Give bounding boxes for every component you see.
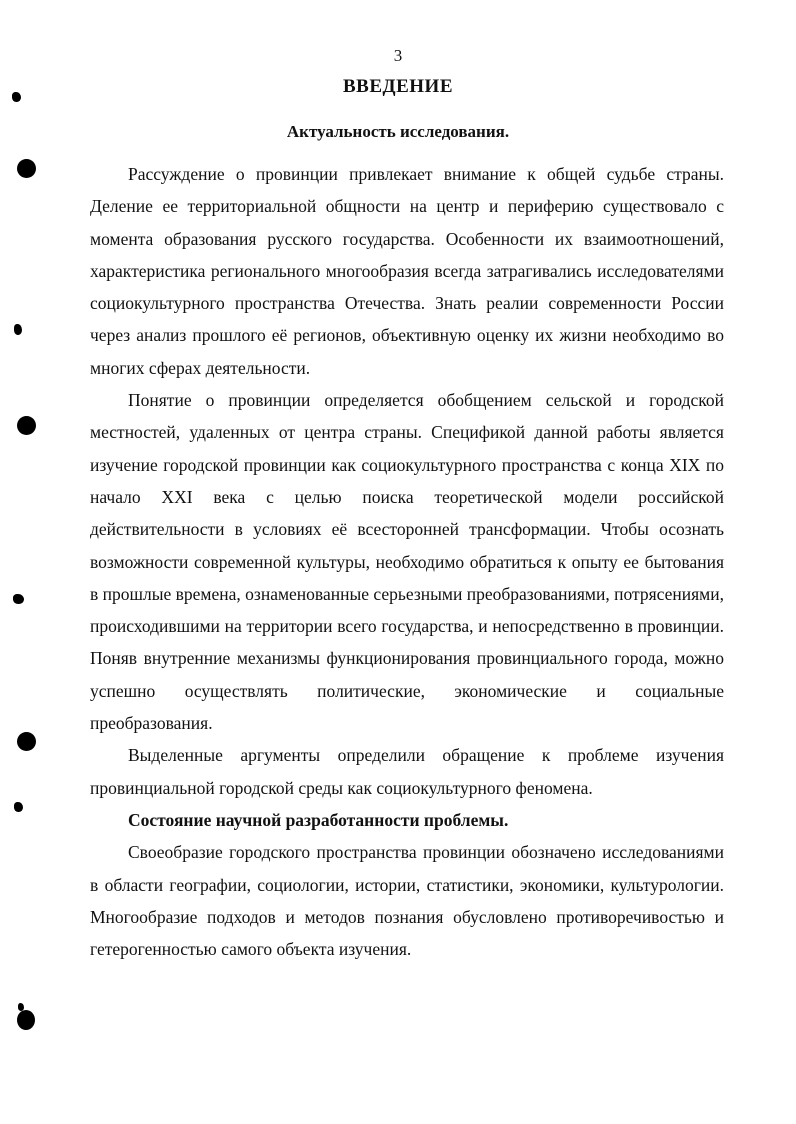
page-number: 3: [393, 46, 403, 65]
punch-hole: [17, 416, 36, 435]
punch-hole: [17, 732, 36, 751]
scan-mark: [14, 324, 22, 335]
body-text: [90, 158, 724, 965]
section-heading-relevance: Актуальность исследования.: [286, 122, 510, 141]
scan-mark: [12, 92, 21, 102]
paragraph: Своеобразие городского пространства провинции обозначено исследованиями в области географии, социологии, истории, статистики, экономики, культурологии. Многообразие подходов и методов познания обусловлено противоречивостью и гетерогенностью самого объекта изучения.: [90, 842, 724, 960]
paragraph: Рассуждение о провинции привлекает внимание к общей судьбе страны. Деление ее территориальной общности на центр и периферию существовало с момента образования русского государства. Особенности их взаимоотношений, характеристика регионального многообразия всегда затрагивались исследователями социокультурного пространства Отечества. Знать реалии современности России через анализ прошлого её регионов, объективную оценку их жизни необходимо во многих сферах деятельности.: [90, 164, 724, 378]
scan-mark: [13, 594, 24, 604]
punch-hole: [17, 1010, 35, 1030]
page-title: ВВЕДЕНИЕ: [343, 76, 453, 97]
section-heading-state: Состояние научной разработанности проблемы.: [128, 809, 509, 830]
paragraph: Понятие о провинции определяется обобщением сельской и городской местностей, удаленных от центра страны. Спецификой данной работы является изучение городской провинции как социокультурного пространства с конца XIX по начало XXI века с целью поиска теоретической модели российской действительности в условиях её всесторонней трансформации. Чтобы осознать возможности современной культуры, необходимо обратиться к опыту ее бытования в прошлые времена, ознаменованные серьезными преобразованиями, потрясениями, происходившими на территории всего государства, и непосредственно в провинции. Поняв внутренние механизмы функционирования провинциального города, можно успешно осуществлять политические, экономические и социальные преобразования.: [90, 390, 724, 734]
punch-hole: [17, 159, 36, 178]
scan-mark: [14, 802, 23, 812]
paragraph: Выделенные аргументы определили обращение к проблеме изучения провинциальной городской среды как социокультурного феномена.: [90, 745, 724, 798]
